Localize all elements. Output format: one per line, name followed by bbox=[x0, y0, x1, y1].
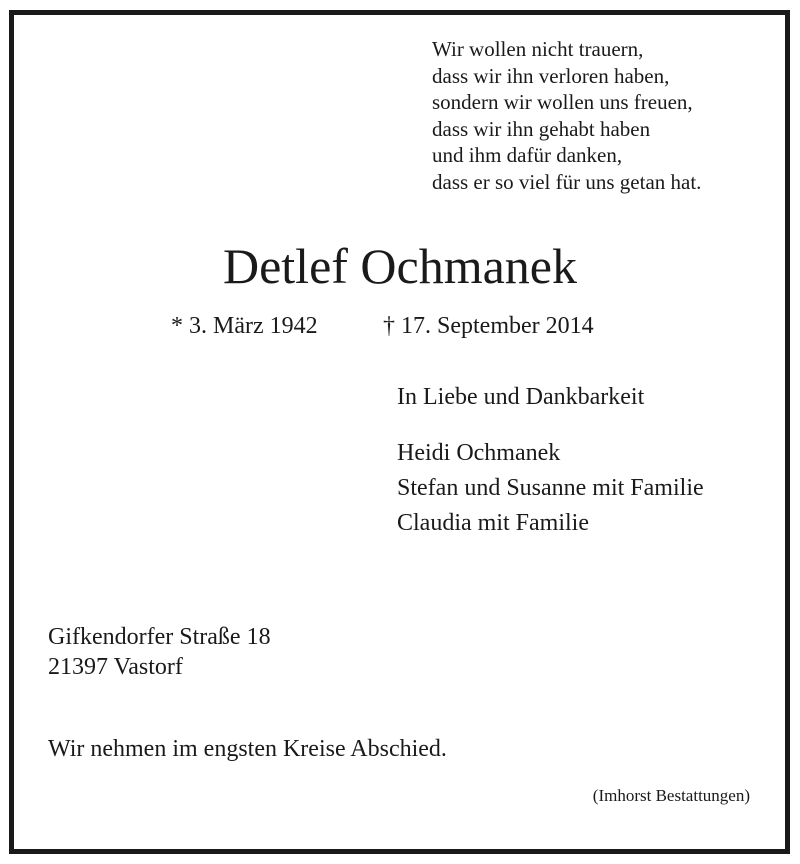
mourner-name: Stefan und Susanne mit Familie bbox=[397, 475, 704, 501]
poem-line: sondern wir wollen uns freuen, bbox=[432, 90, 693, 114]
address-city: 21397 Vastorf bbox=[48, 654, 183, 680]
birth-date: * 3. März 1942 bbox=[171, 313, 318, 339]
mourners-list bbox=[397, 436, 704, 541]
mourner-name: Claudia mit Familie bbox=[397, 510, 589, 536]
address-street: Gifkendorfer Straße 18 bbox=[48, 624, 271, 650]
death-date: † 17. September 2014 bbox=[383, 313, 594, 339]
poem-line: dass wir ihn gehabt haben bbox=[432, 116, 651, 141]
deceased-name: Detlef Ochmanek bbox=[222, 238, 577, 294]
mourner-name: Heidi Ochmanek bbox=[397, 440, 561, 466]
dedication-line: In Liebe und Dankbarkeit bbox=[397, 384, 645, 410]
undertaker-credit: (Imhorst Bestattungen) bbox=[592, 786, 750, 805]
farewell-notice: Wir nehmen im engsten Kreise Abschied. bbox=[48, 736, 447, 762]
poem-line: und ihm dafür danken, bbox=[432, 143, 623, 167]
memorial-poem bbox=[432, 36, 701, 195]
poem-line: dass er so viel für uns getan hat. bbox=[432, 169, 702, 194]
poem-line: Wir wollen nicht trauern, bbox=[432, 37, 644, 61]
family-address bbox=[48, 622, 271, 682]
poem-line: dass wir ihn verloren haben, bbox=[432, 63, 670, 88]
